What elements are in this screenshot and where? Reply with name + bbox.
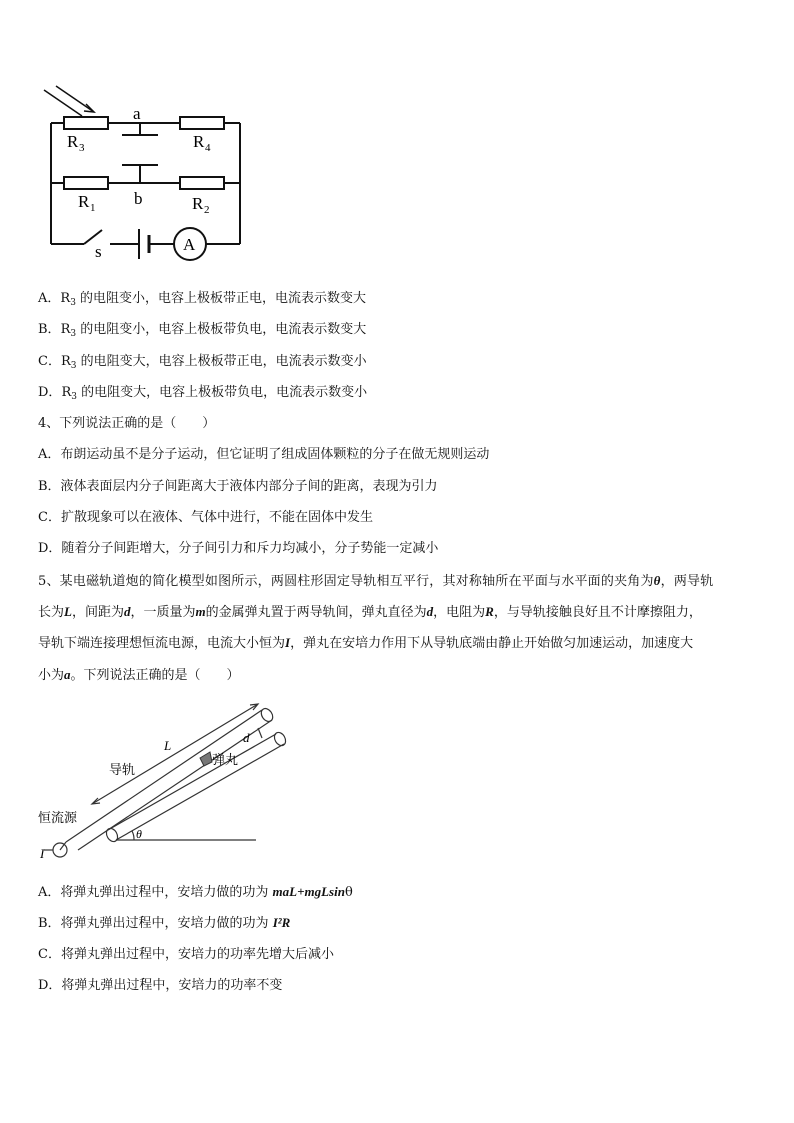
q3-option-b: B．$R_3$ 的电阻变小，电容上极板带负电，电流表示数变大 (38, 322, 367, 339)
resistor-r1 (64, 177, 108, 189)
resistor-r2 (180, 177, 224, 189)
q5-option-a: A．将弹丸弹出过程中，安培力做的功为 maL+mgLsinθ (38, 884, 353, 900)
svg-text:3: 3 (79, 142, 85, 154)
label-b: b (134, 189, 143, 208)
q5-stem-line-4: 小为a。下列说法正确的是（ ） (38, 667, 240, 683)
svg-text:1: 1 (90, 202, 96, 214)
q4-stem: 4、下列说法正确的是（ ） (38, 416, 216, 431)
label-source: 恒流源 (38, 810, 78, 825)
resistor-r4 (180, 117, 224, 129)
svg-text:d: d (243, 730, 250, 745)
label-rail: 导轨 (109, 762, 136, 777)
q5-option-c: C．将弹丸弹出过程中，安培力的功率先增大后减小 (38, 947, 334, 962)
q4-option-d: D．随着分子间距增大，分子间引力和斥力均减小，分子势能一定减小 (38, 541, 439, 556)
circuit-diagram (36, 82, 251, 267)
q3-option-c: C．$R_3$ 的电阻变大，电容上极板带正电，电流表示数变小 (38, 354, 367, 371)
q4-option-b: B．液体表面层内分子间距离大于液体内部分子间的距离，表现为引力 (38, 479, 438, 494)
label-a: a (133, 104, 141, 123)
q5-stem-line-1: 5、某电磁轨道炮的简化模型如图所示，两圆柱形固定导轨相互平行，其对称轴所在平面与水平面的夹角为θ，两导轨 (38, 573, 714, 589)
svg-text:L: L (164, 738, 172, 753)
svg-text:I: I (40, 846, 45, 861)
q5-stem-line-2: 长为L，间距为d，一质量为m的金属弹丸置于两导轨间，弹丸直径为d，电阻为R，与导轨接触良好且不计摩擦阻力， (38, 604, 702, 620)
label-r2: R (192, 194, 204, 213)
q4-option-c: C．扩散现象可以在液体、气体中进行，不能在固体中发生 (38, 510, 373, 525)
resistor-r3 (64, 117, 108, 129)
q3-option-d: D．$R_3$ 的电阻变大，电容上极板带负电，电流表示数变小 (38, 385, 368, 402)
svg-text:θ: θ (136, 827, 142, 841)
label-s: s (95, 242, 102, 261)
q5-option-d: D．将弹丸弹出过程中，安培力的功率不变 (38, 978, 283, 993)
q5-option-b: B．将弹丸弹出过程中，安培力做的功为 I²R (38, 915, 291, 931)
q4-option-a: A．布朗运动虽不是分子运动，但它证明了组成固体颗粒的分子在做无规则运动 (38, 447, 490, 462)
label-bullet: 弹丸 (212, 752, 239, 767)
q3-option-a: A．$R_3$ 的电阻变小，电容上极板带正电，电流表示数变大 (38, 291, 367, 308)
q5-stem-line-3: 导轨下端连接理想恒流电源，电流大小恒为I，弹丸在安培力作用下从导轨底端由静止开始做匀加速运动，加速度大 (38, 635, 694, 651)
label-r1: R (78, 192, 90, 211)
svg-text:2: 2 (204, 204, 210, 216)
svg-text:4: 4 (205, 142, 211, 154)
label-r4: R (193, 132, 205, 151)
railgun-diagram (36, 700, 296, 870)
label-ammeter: A (183, 235, 196, 254)
bullet-icon (200, 752, 212, 766)
label-r3: R (67, 132, 79, 151)
